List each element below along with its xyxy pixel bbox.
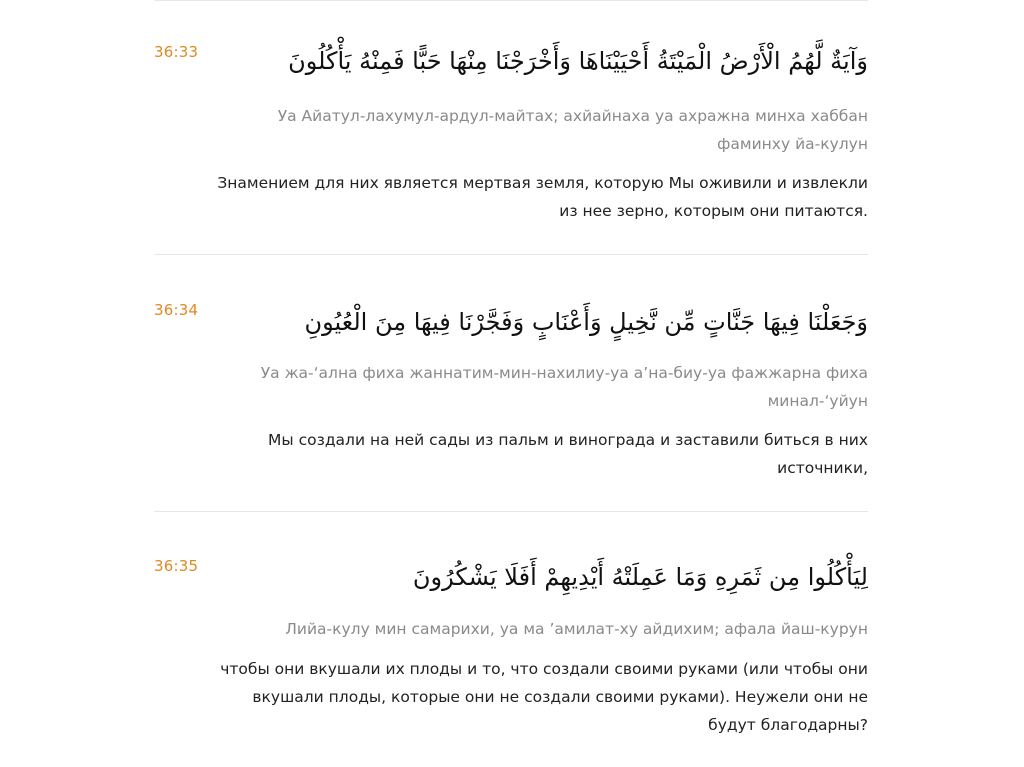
verse-list xyxy=(154,0,868,767)
transliteration-text: Уа Айатул-лахумул-ардул-майтах; ахйайнаха уа ахражна минха хаббан фаминху йа-кулун xyxy=(277,107,868,153)
translation-text: Мы создали на ней сады из пальм и винограда и заставили биться в них источники, xyxy=(268,431,868,477)
verse-block xyxy=(154,511,868,767)
transliteration-text: Уа жа-‘ална фиха жаннатим-мин-нахилиу-уа а’на-биу-уа фажжарна фиха минал-‘уйун xyxy=(260,364,868,410)
verse-block xyxy=(154,254,868,511)
transliteration-text: Лийа-кулу мин самарихи, уа ма ’амилат-ху айдихим; афала йаш-курун xyxy=(285,620,868,638)
translation-text: Знамением для них является мертвая земля, которую Мы оживили и извлекли из нее зерно, которым они питаются. xyxy=(217,174,868,220)
translation-text: чтобы они вкушали их плоды и то, что создали своими руками (или чтобы они вкушали плоды, которые они не создали своими руками). Неужели они не будут благодарны? xyxy=(220,660,868,734)
arabic-text: وَآيَةٌ لَّهُمُ الْأَرْضُ الْمَيْتَةُ أَحْيَيْنَاهَا وَأَخْرَجْنَا مِنْهَا حَبًّا فَمِنْهُ يَأْكُلُونَ xyxy=(288,47,868,75)
verse-number-link[interactable]: 36:33 xyxy=(154,43,199,61)
verse-block xyxy=(154,0,868,254)
verse-number-link[interactable]: 36:35 xyxy=(154,557,199,575)
verse-number-link[interactable]: 36:34 xyxy=(154,301,199,319)
arabic-text: لِيَأْكُلُوا مِن ثَمَرِهِ وَمَا عَمِلَتْهُ أَيْدِيهِمْ أَفَلَا يَشْكُرُونَ xyxy=(412,563,868,591)
arabic-text: وَجَعَلْنَا فِيهَا جَنَّاتٍ مِّن نَّخِيلٍ وَأَعْنَابٍ وَفَجَّرْنَا فِيهَا مِنَ الْعُيُونِ xyxy=(304,308,868,336)
